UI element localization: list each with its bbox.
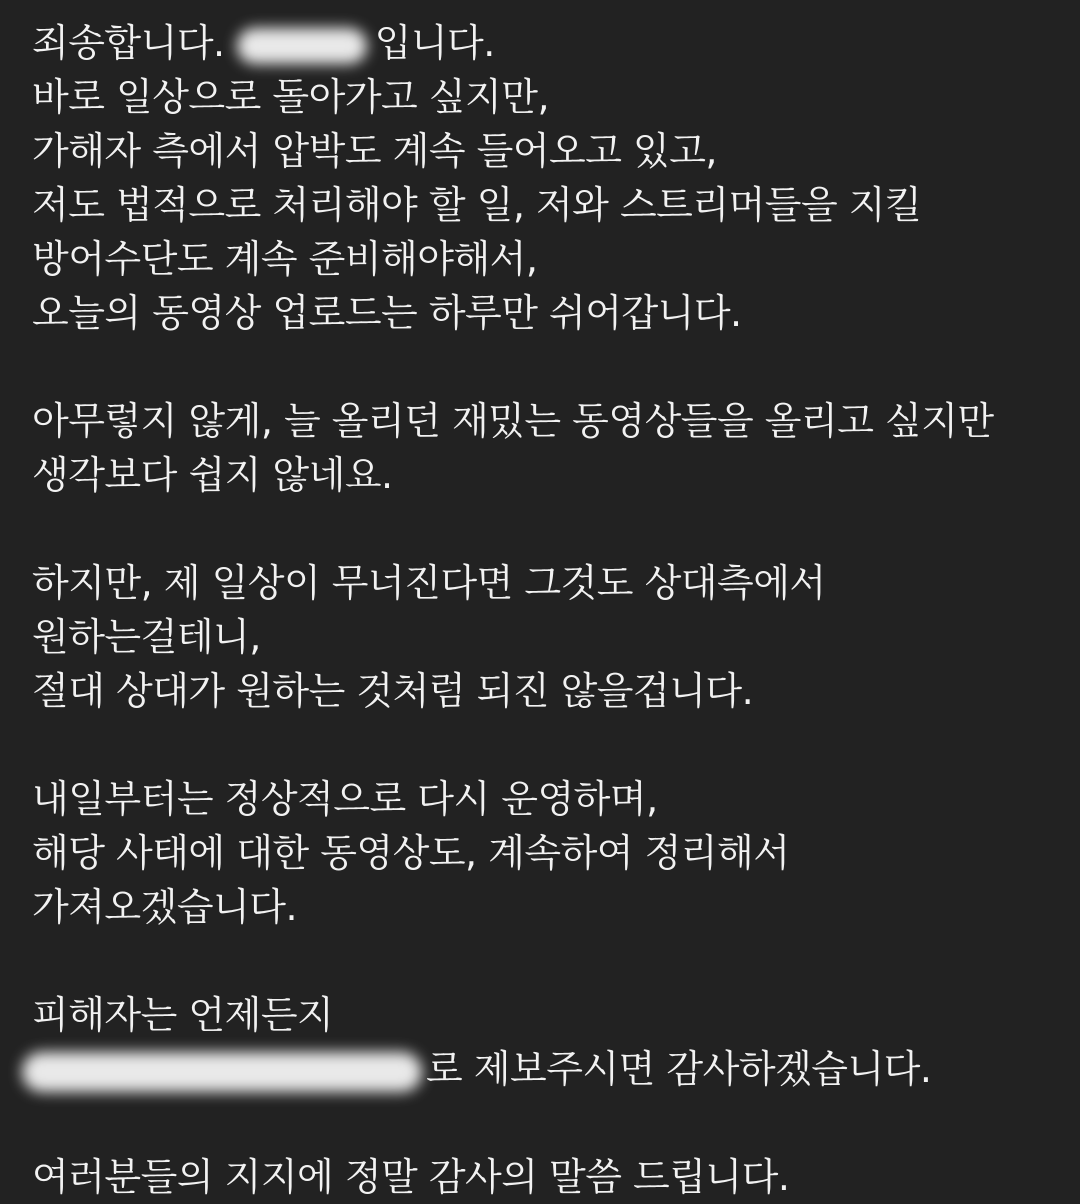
text-line: 피해자는 언제든지: [32, 993, 334, 1037]
text-line: 방어수단도 계속 준비해야해서,: [32, 237, 538, 281]
paragraph-gap: [32, 340, 1060, 394]
text-line: [32, 1042, 1060, 1096]
paragraph-gap: [32, 718, 1060, 772]
text-line: 저도 법적으로 처리해야 할 일, 저와 스트리머들을 지킬: [32, 183, 922, 227]
text-line: 원하는걸테니,: [32, 615, 261, 659]
text-line: 생각보다 쉽지 않네요.: [32, 453, 393, 497]
paragraph-gap: [32, 1096, 1060, 1150]
text-line: 하지만, 제 일상이 무너진다면 그것도 상대측에서: [32, 561, 826, 605]
paragraph-gap: [32, 934, 1060, 988]
message-body: [32, 16, 1060, 1204]
text-line: 오늘의 동영상 업로드는 하루만 쉬어갑니다.: [32, 291, 742, 335]
text-segment: 죄송합니다.: [32, 21, 225, 65]
redacted-name-blur: [237, 28, 367, 64]
paragraph-gap: [32, 502, 1060, 556]
text-line: 절대 상대가 원하는 것처럼 되진 않을겁니다.: [32, 669, 754, 713]
text-line: 가져오겠습니다.: [32, 885, 298, 929]
text-line: 바로 일상으로 돌아가고 싶지만,: [32, 75, 550, 119]
text-line: 아무렇지 않게, 늘 올리던 재밌는 동영상들을 올리고 싶지만: [32, 399, 994, 443]
text-segment: 입니다.: [374, 21, 495, 65]
text-line: 해당 사태에 대한 동영상도, 계속하여 정리해서: [32, 831, 790, 875]
text-line: 여러분들의 지지에 정말 감사의 말씀 드립니다.: [32, 1155, 790, 1199]
text-line: 내일부터는 정상적으로 다시 운영하며,: [32, 777, 658, 821]
text-line: [32, 16, 1060, 70]
text-line: 가해자 측에서 압박도 계속 들어오고 있고,: [32, 129, 718, 173]
text-segment: 로 제보주시면 감사하겠습니다.: [426, 1047, 932, 1091]
redacted-contact-blur: [22, 1052, 422, 1092]
